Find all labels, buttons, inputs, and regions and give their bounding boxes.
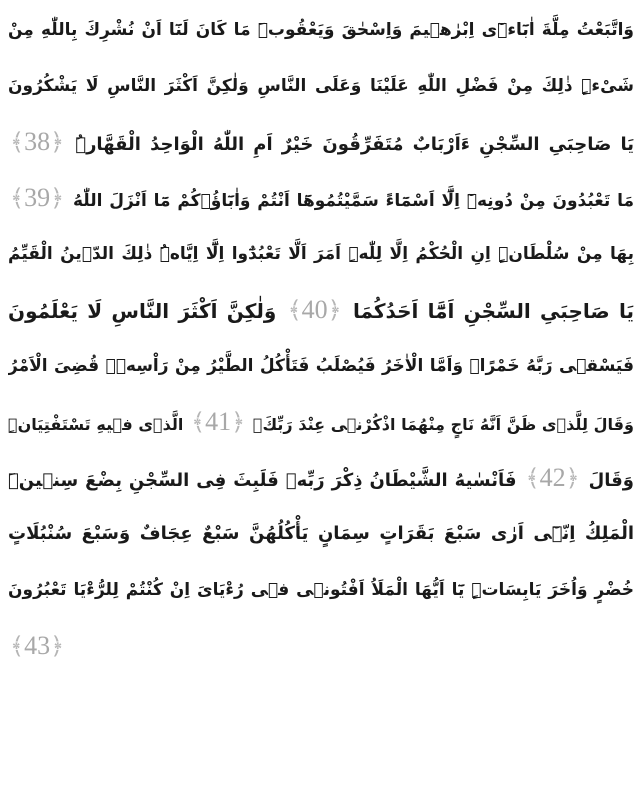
verse-text: وَقَالَ لِلَّذٖى ظَنَّ اَنَّهُ نَاجٍ مِنْهُمَا اذْكُرْنٖى عِنْدَ رَبِّكَۘ bbox=[252, 415, 634, 434]
verse-text: بِهَا مِنْ سُلْطَانٍۜ اِنِ الْحُكْمُ اِلَّا لِلّٰهِۜ اَمَرَ اَلَّا تَعْبُدُٓوا اِلَّٓا اِيَّاهُۜ ذٰلِكَ الدّٖينُ الْقَيِّمُ bbox=[8, 244, 634, 264]
ayah-number-marker: ﴾39﴿ bbox=[10, 183, 65, 212]
verse-text: فَيَسْقٖى رَبَّهُ خَمْرًاۚ وَاَمَّا الْاٰخَرُ فَيُصْلَبُ فَتَأْكُلُ الطَّيْرُ مِنْ رَاْسِهٖۜ قُضِیَ الْاَمْرُ bbox=[8, 356, 634, 376]
verse-line-4 bbox=[8, 170, 634, 226]
verse-text: وَلٰكِنَّ اَكْثَرَ النَّاسِ لَا يَعْلَمُونَ bbox=[8, 299, 277, 323]
verse-line-6 bbox=[8, 282, 634, 338]
ayah-number-marker: ﴾41﴿ bbox=[191, 407, 246, 436]
ayah-number: 38 bbox=[24, 127, 51, 156]
verse-line-8 bbox=[8, 394, 634, 450]
verse-text: وَقَالَ bbox=[588, 470, 634, 491]
verse-line-11 bbox=[8, 562, 634, 618]
ayah-number-marker: ﴾38﴿ bbox=[10, 127, 65, 156]
verse-text: شَیْءٍۜ ذٰلِكَ مِنْ فَضْلِ اللّٰهِ عَلَيْنَا وَعَلَى النَّاسِ وَلٰكِنَّ اَكْثَرَ النَّاسِ لَا يَشْكُرُونَ bbox=[8, 76, 634, 96]
verse-text: خُضْرٍ وَاُخَرَ يَابِسَاتٍۜ يَٓا اَيُّهَا الْمَلَاُ اَفْتُونٖى فٖى رُءْيَایَ اِنْ كُنْتُمْ لِلرُّءْيَا تَعْبُرُونَ bbox=[8, 580, 634, 600]
verse-line-1 bbox=[8, 2, 634, 58]
verse-line-5 bbox=[8, 226, 634, 282]
ayah-number: 39 bbox=[24, 183, 51, 212]
verse-text: مَا تَعْبُدُونَ مِنْ دُونِهٖٓ اِلَّٓا اَسْمَٓاءً سَمَّيْتُمُوهَٓا اَنْتُمْ وَاٰبَٓاؤُ۬كُمْ مَٓا اَنْزَلَ اللّٰهُ bbox=[72, 191, 634, 211]
verse-text: الْمَلِكُ اِنّٖٓى اَرٰى سَبْعَ بَقَرَاتٍ سِمَانٍ يَأْكُلُهُنَّ سَبْعٌ عِجَافٌ وَسَبْعَ سُنْبُلَاتٍ bbox=[8, 523, 634, 544]
verse-line-2 bbox=[8, 58, 634, 114]
verse-line-12 bbox=[8, 618, 634, 674]
verse-text: يَا صَاحِبَیِ السِّجْنِ اَمَّٓا اَحَدُكُمَا bbox=[352, 299, 634, 323]
verse-line-3 bbox=[8, 114, 634, 170]
verse-line-7 bbox=[8, 338, 634, 394]
verse-line-9 bbox=[8, 450, 634, 506]
ayah-number: 40 bbox=[301, 295, 328, 324]
ayah-number: 43 bbox=[24, 631, 51, 660]
verse-text: الَّذٖى فٖيهِ تَسْتَفْتِيَانِۜ bbox=[8, 415, 184, 434]
verse-text: فَاَنْسٰيهُ الشَّيْطَانُ ذِكْرَ رَبِّهٖ فَلَبِثَ فِی السِّجْنِ بِضْعَ سِنٖينَۜ bbox=[8, 470, 517, 491]
ayah-number-marker: ﴾43﴿ bbox=[10, 631, 65, 660]
verse-text: وَاتَّبَعْتُ مِلَّةَ اٰبَٓاءٖٓى اِبْرٰهٖيمَ وَاِسْحٰقَ وَيَعْقُوبَۜ مَا كَانَ لَنَٓا اَنْ نُشْرِكَ بِاللّٰهِ مِنْ bbox=[8, 20, 634, 40]
ayah-number: 42 bbox=[539, 463, 566, 492]
ayah-number-marker: ﴾40﴿ bbox=[287, 295, 342, 324]
ayah-number: 41 bbox=[205, 407, 232, 436]
verse-text: يَا صَاحِبَیِ السِّجْنِ ءَاَرْبَابٌ مُتَفَرِّقُونَ خَيْرٌ اَمِ اللّٰهُ الْوَاحِدُ الْقَهَّارُۜ bbox=[75, 134, 634, 155]
ayah-number-marker: ﴾42﴿ bbox=[525, 463, 580, 492]
verse-line-10 bbox=[8, 506, 634, 562]
